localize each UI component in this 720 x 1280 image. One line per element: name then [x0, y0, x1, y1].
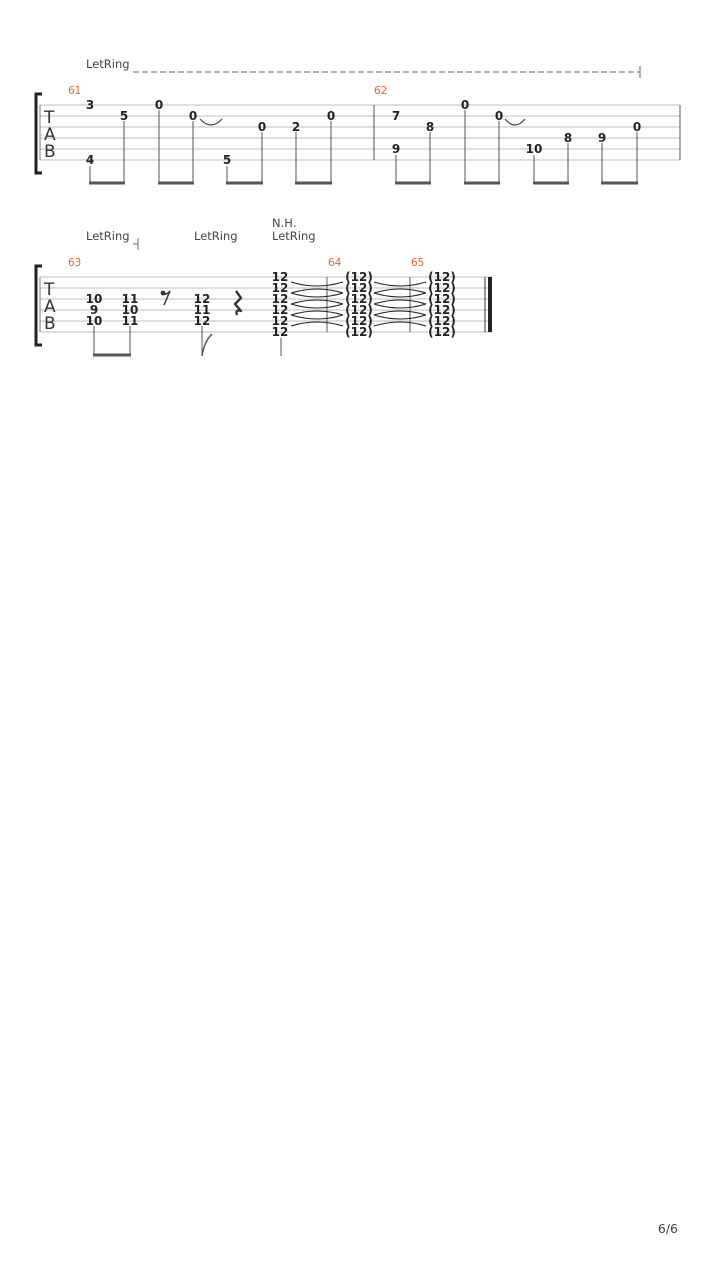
fret-number: (12): [428, 325, 456, 339]
fret-number: 12: [271, 292, 289, 306]
fret-number: 12: [271, 281, 289, 295]
quarter-rest-icon: [235, 291, 241, 315]
fret-number: 0: [257, 120, 267, 134]
fret-number: 5: [222, 153, 232, 167]
eighth-rest-icon: [161, 291, 170, 305]
fret-number: 4: [85, 153, 95, 167]
fret-number: (12): [428, 281, 456, 295]
let-ring-label: LetRing: [194, 229, 238, 243]
fret-number: 9: [89, 303, 99, 317]
fret-number: 12: [193, 292, 211, 306]
fret-number: (12): [345, 303, 373, 317]
fret-number: 12: [193, 314, 211, 328]
tab-clef-b: B: [44, 142, 56, 162]
tab-clef-t: T: [44, 280, 55, 300]
fret-number: 8: [563, 131, 573, 145]
fret-number: 12: [271, 325, 289, 339]
fret-number: (12): [345, 281, 373, 295]
fret-number: (12): [428, 270, 456, 284]
fret-number: 11: [121, 292, 139, 306]
fret-number: 0: [326, 109, 336, 123]
fret-number: 9: [391, 142, 401, 156]
page-number: 6/6: [657, 1221, 678, 1236]
fret-number: 10: [85, 314, 103, 328]
tab-clef-b: B: [44, 314, 56, 334]
fret-number: 8: [425, 120, 435, 134]
fret-number: 10: [121, 303, 139, 317]
staff-lines: [40, 105, 680, 160]
system-bracket: [36, 266, 42, 345]
measure-number: 64: [328, 257, 342, 269]
fret-number: 0: [188, 109, 198, 123]
tab-clef-a: A: [44, 297, 56, 317]
fret-number: 11: [193, 303, 211, 317]
fret-number: 0: [632, 120, 642, 134]
fret-number: 0: [494, 109, 504, 123]
measure-number: 63: [68, 257, 82, 269]
fret-number: 3: [85, 98, 95, 112]
fret-number: 9: [597, 131, 607, 145]
fret-number: (12): [345, 270, 373, 284]
fret-number: 12: [271, 303, 289, 317]
fret-number: 12: [271, 314, 289, 328]
system-1: [36, 57, 680, 184]
measure-number: 65: [411, 257, 425, 269]
measure-number: 61: [68, 85, 82, 97]
tie-arc: [200, 119, 222, 125]
stems: [90, 110, 637, 184]
fret-number: (12): [428, 314, 456, 328]
natural-harmonic-label: N.H.: [272, 216, 297, 230]
fret-number: (12): [428, 303, 456, 317]
fret-number: 0: [154, 98, 164, 112]
fret-number: (12): [428, 292, 456, 306]
eighth-flag: [202, 334, 212, 356]
stems: [94, 326, 281, 356]
fret-number: (12): [345, 314, 373, 328]
measure-number: 62: [374, 85, 388, 97]
fret-number: 2: [291, 120, 301, 134]
tab-clef-a: A: [44, 125, 56, 145]
fret-number: 5: [119, 109, 129, 123]
fret-number: 10: [525, 142, 543, 156]
let-ring-label: LetRing: [272, 229, 316, 243]
fret-number: (12): [345, 325, 373, 339]
let-ring-label: LetRing: [86, 229, 130, 243]
fret-number: 7: [391, 109, 401, 123]
fret-number: 0: [460, 98, 470, 112]
let-ring-label: LetRing: [86, 57, 130, 71]
fret-number: 11: [121, 314, 139, 328]
fret-number: 12: [271, 270, 289, 284]
tab-clef-t: T: [44, 108, 55, 128]
fret-number: 10: [85, 292, 103, 306]
system-bracket: [36, 94, 42, 173]
fret-number: (12): [345, 292, 373, 306]
system-2: [36, 216, 492, 356]
tie-arc: [505, 119, 525, 125]
